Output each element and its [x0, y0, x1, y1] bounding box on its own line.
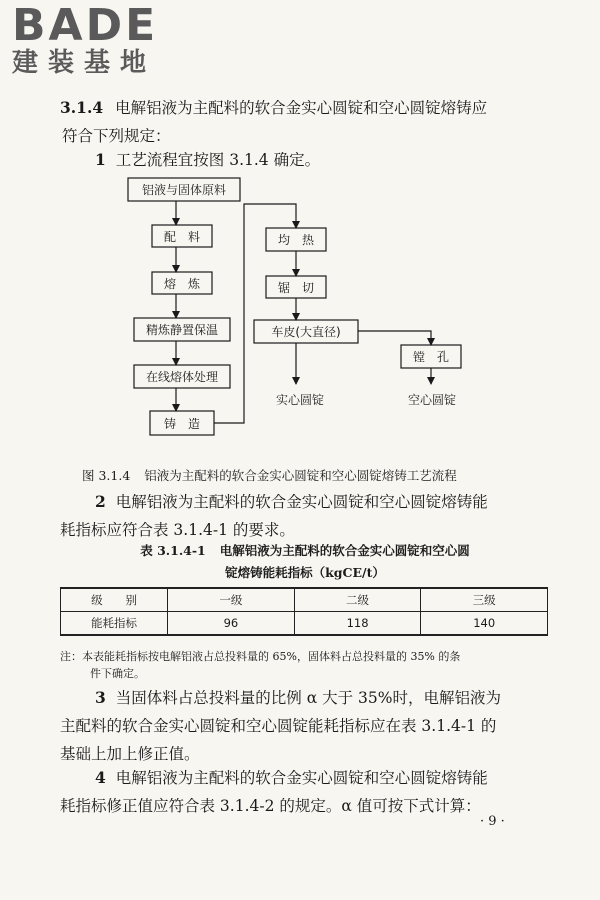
flow-label-sawing: 锯 切 [277, 281, 315, 295]
figure-caption [82, 466, 457, 484]
item-2-text-line2: 耗指标应符合表 3.1.4-1 的要求。 [60, 521, 295, 539]
flow-label-homogenizing: 均 热 [277, 233, 315, 247]
item-3-text-line1: 当固体料占总投料量的比例 α 大于 35%时，电解铝液为 [115, 689, 501, 707]
table-cell: 140 [421, 612, 548, 636]
table-note-line1: 注：本表能耗指标按电解铝液占总投料量的 65%，固体料占总投料量的 35% 的条 [60, 650, 461, 663]
item-3-number: 3 [95, 688, 106, 707]
flow-label-turning: 车皮(大直径) [271, 325, 341, 339]
table-header-cell: 级 别 [61, 588, 168, 612]
table-cell: 96 [168, 612, 295, 636]
item-3-text-line2: 主配料的软合金实心圆锭和空心圆锭能耗指标应在表 3.1.4-1 的 [60, 717, 497, 735]
item-3 [60, 684, 560, 768]
table-header-row [61, 588, 548, 612]
table-header-cell: 二级 [294, 588, 421, 612]
item-1-text: 工艺流程宜按图 3.1.4 确定。 [115, 151, 321, 169]
clause-number: 3.1.4 [60, 98, 104, 117]
figure-caption-text: 铝液为主配料的软合金实心圆锭和空心圆锭熔铸工艺流程 [144, 468, 457, 483]
item-1-number: 1 [95, 150, 106, 169]
logo-wordmark: BADE [12, 0, 159, 51]
item-4 [60, 764, 560, 820]
table-title-line1 [70, 541, 540, 559]
flow-output-hollow-billet: 空心圆锭 [407, 393, 457, 407]
flow-label-boring: 镗 孔 [412, 350, 450, 364]
table-note [60, 648, 552, 682]
energy-index-table [60, 587, 548, 636]
table-cell: 能耗指标 [61, 612, 168, 636]
flow-label-melting: 熔 炼 [163, 277, 201, 291]
item-2 [60, 488, 560, 544]
flow-label-refining: 精炼静置保温 [145, 323, 219, 337]
item-4-text-line2: 耗指标修正值应符合表 3.1.4-2 的规定。α 值可按下式计算： [60, 797, 481, 815]
table-label: 表 3.1.4-1 [140, 543, 206, 558]
table-title-line2: 锭熔铸能耗指标（kgCE/t） [225, 565, 385, 580]
logo-subtitle: 建装基地 [12, 48, 157, 78]
table-note-line2: 件下确定。 [90, 667, 145, 680]
item-4-text-line1: 电解铝液为主配料的软合金实心圆锭和空心圆锭熔铸能 [115, 769, 488, 787]
table-header-cell: 三级 [421, 588, 548, 612]
item-3-text-line3: 基础上加上修正值。 [60, 745, 200, 763]
table-title-text1: 电解铝液为主配料的软合金实心圆锭和空心圆 [219, 543, 470, 558]
table-row [61, 612, 548, 636]
item-2-text-line1: 电解铝液为主配料的软合金实心圆锭和空心圆锭熔铸能 [115, 493, 488, 511]
item-4-number: 4 [95, 768, 106, 787]
flow-label-casting: 铸 造 [163, 417, 201, 431]
flow-output-solid-billet: 实心圆锭 [275, 393, 325, 407]
figure-caption-label: 图 3.1.4 [82, 468, 131, 483]
page-number: · 9 · [480, 814, 505, 829]
flow-label-raw-material: 铝液与固体原料 [141, 183, 227, 197]
table-cell: 118 [294, 612, 421, 636]
clause-text-line2: 符合下列规定： [62, 127, 171, 145]
flow-label-batching: 配 料 [163, 230, 201, 244]
item-2-number: 2 [95, 492, 106, 511]
clause-text-line1: 电解铝液为主配料的软合金实心圆锭和空心圆锭熔铸应 [115, 99, 488, 117]
table-header-cell: 一级 [168, 588, 295, 612]
flow-label-inline-treatment: 在线熔体处理 [145, 370, 219, 384]
